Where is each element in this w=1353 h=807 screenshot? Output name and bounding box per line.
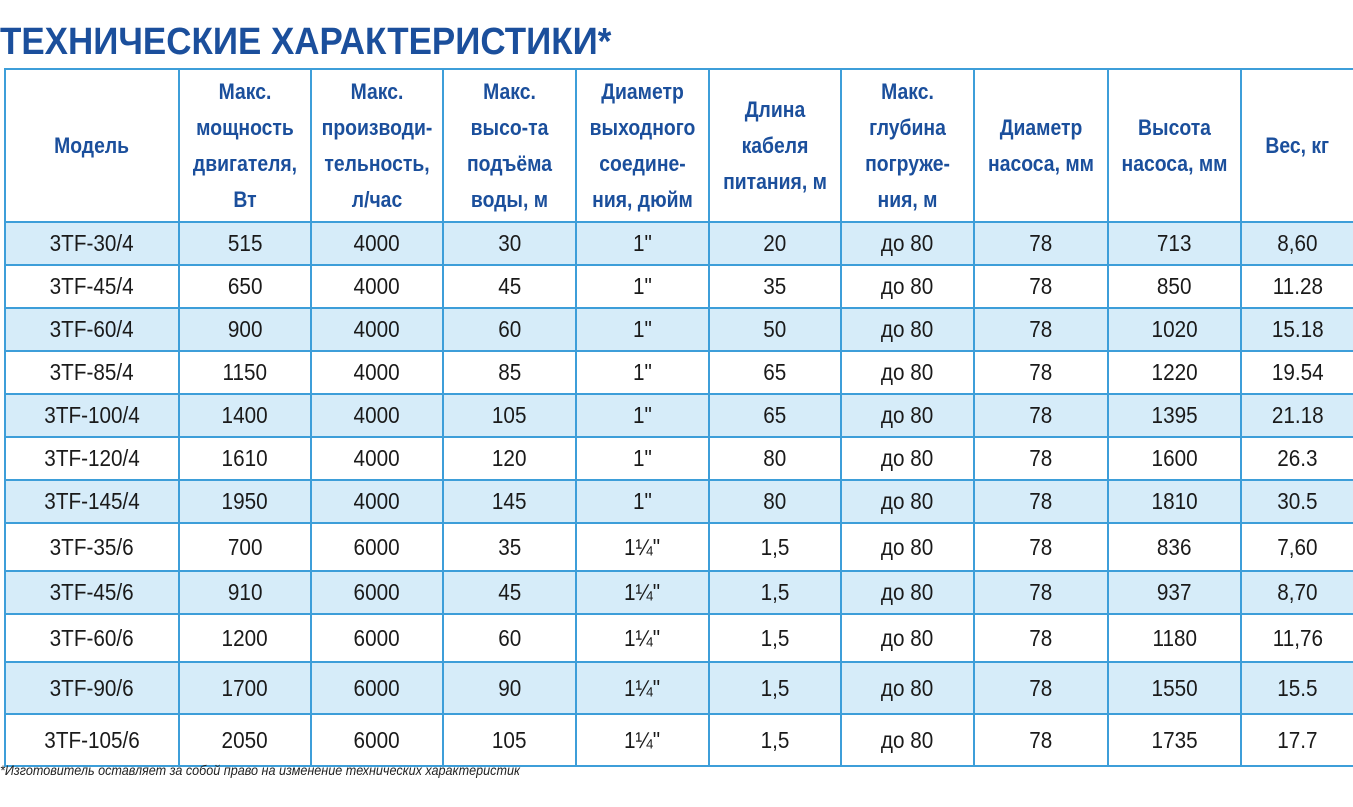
cell-value: 78	[1029, 533, 1053, 560]
cell-value: 3TF-120/4	[44, 445, 140, 471]
cell-value: 78	[1029, 402, 1053, 428]
header-row	[5, 69, 1353, 222]
cell-value: 3TF-145/4	[44, 488, 140, 514]
table-row	[5, 480, 1353, 523]
cell-value: 78	[1029, 273, 1053, 299]
column-header-label: Диаметр насоса, мм	[988, 114, 1094, 176]
cell-value: 21.18	[1271, 402, 1324, 428]
table-cell	[311, 662, 443, 714]
cell-value: 78	[1029, 359, 1053, 385]
table-cell	[5, 351, 179, 394]
cell-value: 1¼"	[624, 726, 661, 753]
table-cell	[179, 662, 311, 714]
table-cell	[576, 714, 709, 766]
table-cell	[443, 437, 576, 480]
table-cell	[5, 714, 179, 766]
cell-value: до 80	[881, 726, 934, 753]
cell-value: 35	[763, 273, 787, 299]
cell-value: 1,5	[760, 726, 790, 753]
table-cell	[179, 222, 311, 265]
table-cell	[1241, 480, 1353, 523]
table-cell	[576, 437, 709, 480]
cell-value: до 80	[881, 273, 934, 299]
table-cell	[974, 571, 1108, 614]
table-row	[5, 351, 1353, 394]
table-cell	[709, 437, 841, 480]
cell-value: 910	[227, 579, 263, 605]
cell-value: 2050	[221, 726, 269, 753]
column-header-label: Длина кабеля питания, м	[723, 96, 827, 194]
table-cell	[5, 523, 179, 571]
cell-value: 6000	[353, 624, 401, 651]
column-header	[1108, 69, 1241, 222]
cell-value: 3TF-105/6	[44, 726, 140, 753]
column-header-label: Макс. глубина погруже-ния, м	[865, 78, 950, 212]
cell-value: 8,60	[1277, 230, 1318, 256]
table-cell	[179, 437, 311, 480]
cell-value: 45	[497, 273, 522, 299]
column-header	[709, 69, 841, 222]
table-cell	[841, 222, 974, 265]
cell-value: 50	[763, 316, 787, 342]
cell-value: 30.5	[1277, 488, 1318, 514]
table-cell	[311, 437, 443, 480]
table-cell	[179, 571, 311, 614]
cell-value: 1,5	[760, 533, 790, 560]
cell-value: 78	[1029, 488, 1053, 514]
table-cell	[1108, 662, 1241, 714]
table-cell	[709, 351, 841, 394]
column-header-label: Макс. мощность двигателя, Вт	[192, 78, 298, 212]
table-cell	[576, 308, 709, 351]
table-cell	[576, 394, 709, 437]
cell-value: 1220	[1151, 359, 1198, 385]
cell-value: 15.18	[1271, 316, 1324, 342]
table-cell	[974, 265, 1108, 308]
table-cell	[974, 308, 1108, 351]
cell-value: 1395	[1151, 402, 1198, 428]
cell-value: 65	[763, 402, 787, 428]
cell-value: 3TF-45/6	[49, 579, 134, 605]
column-header	[443, 69, 576, 222]
cell-value: 78	[1029, 726, 1053, 753]
table-cell	[1108, 222, 1241, 265]
table-cell	[443, 394, 576, 437]
column-header-label: Вес, кг	[1265, 132, 1330, 158]
cell-value: 1150	[222, 359, 268, 385]
cell-value: 6000	[353, 726, 401, 753]
table-cell	[443, 222, 576, 265]
cell-value: 105	[492, 726, 527, 753]
table-cell	[841, 351, 974, 394]
column-header-label: Макс. высо-та подъёма воды, м	[466, 78, 553, 212]
cell-value: 6000	[353, 533, 401, 560]
table-cell	[311, 614, 443, 662]
table-cell	[1108, 265, 1241, 308]
table-cell	[709, 480, 841, 523]
cell-value: 1950	[221, 488, 269, 514]
table-cell	[311, 265, 443, 308]
cell-value: 20	[763, 230, 787, 256]
cell-value: 1,5	[760, 579, 790, 605]
table-row	[5, 614, 1353, 662]
table-cell	[311, 480, 443, 523]
cell-value: 1"	[633, 316, 652, 342]
table-cell	[974, 437, 1108, 480]
table-cell	[974, 662, 1108, 714]
column-header	[974, 69, 1108, 222]
table-cell	[841, 614, 974, 662]
table-cell	[576, 480, 709, 523]
cell-value: 650	[227, 273, 263, 299]
cell-value: 713	[1157, 230, 1192, 256]
table-cell	[179, 308, 311, 351]
cell-value: 1735	[1151, 726, 1198, 753]
cell-value: до 80	[881, 402, 934, 428]
cell-value: 1¼"	[624, 579, 661, 605]
table-cell	[5, 437, 179, 480]
table-cell	[5, 571, 179, 614]
table-row	[5, 523, 1353, 571]
page-title: ТЕХНИЧЕСКИЕ ХАРАКТЕРИСТИКИ*	[0, 21, 612, 63]
table-cell	[5, 614, 179, 662]
cell-value: 19.54	[1271, 359, 1324, 385]
cell-value: 836	[1157, 533, 1192, 560]
cell-value: 90	[497, 674, 522, 701]
table-cell	[179, 614, 311, 662]
cell-value: 120	[492, 445, 527, 471]
table-cell	[576, 222, 709, 265]
table-row	[5, 662, 1353, 714]
cell-value: до 80	[881, 316, 934, 342]
cell-value: 30	[497, 230, 522, 256]
table-cell	[841, 480, 974, 523]
cell-value: 1600	[1151, 445, 1198, 471]
cell-value: 80	[763, 488, 787, 514]
cell-value: 1550	[1151, 674, 1198, 701]
cell-value: 35	[497, 533, 522, 560]
table-cell	[311, 571, 443, 614]
table-cell	[1108, 571, 1241, 614]
cell-value: 4000	[353, 230, 401, 256]
cell-value: 4000	[353, 273, 401, 299]
cell-value: 3TF-30/4	[49, 230, 134, 256]
table-cell	[443, 571, 576, 614]
column-header	[841, 69, 974, 222]
table-cell	[841, 394, 974, 437]
cell-value: 45	[497, 579, 522, 605]
table-row	[5, 714, 1353, 766]
table-cell	[443, 308, 576, 351]
table-cell	[5, 265, 179, 308]
table-row	[5, 308, 1353, 351]
cell-value: 6000	[353, 674, 401, 701]
table-cell	[5, 308, 179, 351]
cell-value: 1,5	[760, 674, 790, 701]
table-cell	[443, 614, 576, 662]
cell-value: 4000	[353, 402, 401, 428]
cell-value: 11.28	[1272, 273, 1323, 299]
cell-value: 1"	[633, 445, 652, 471]
cell-value: до 80	[881, 359, 934, 385]
table-cell	[709, 222, 841, 265]
cell-value: 1"	[633, 230, 652, 256]
table-cell	[709, 523, 841, 571]
table-cell	[1241, 662, 1353, 714]
cell-value: 3TF-45/4	[49, 273, 134, 299]
table-cell	[179, 265, 311, 308]
cell-value: 7,60	[1277, 533, 1318, 560]
table-cell	[1108, 714, 1241, 766]
table-cell	[841, 571, 974, 614]
column-header	[576, 69, 709, 222]
cell-value: до 80	[881, 579, 934, 605]
cell-value: 850	[1157, 273, 1192, 299]
cell-value: до 80	[881, 488, 934, 514]
cell-value: 11,76	[1272, 624, 1323, 651]
table-cell	[311, 308, 443, 351]
table-cell	[709, 394, 841, 437]
table-cell	[443, 265, 576, 308]
table-cell	[974, 222, 1108, 265]
table-cell	[311, 222, 443, 265]
table-cell	[1108, 480, 1241, 523]
cell-value: 1700	[221, 674, 269, 701]
cell-value: 1"	[633, 359, 652, 385]
cell-value: 3TF-60/6	[49, 624, 134, 651]
cell-value: 515	[227, 230, 263, 256]
cell-value: 1180	[1152, 624, 1197, 651]
table-cell	[576, 571, 709, 614]
table-row	[5, 437, 1353, 480]
column-header	[179, 69, 311, 222]
cell-value: 4000	[353, 359, 401, 385]
table-cell	[1108, 308, 1241, 351]
table-cell	[974, 351, 1108, 394]
table-cell	[5, 662, 179, 714]
spec-table	[4, 68, 1353, 767]
table-cell	[974, 714, 1108, 766]
cell-value: 78	[1029, 230, 1053, 256]
cell-value: 1610	[221, 445, 269, 471]
cell-value: 1810	[1151, 488, 1198, 514]
cell-value: 1"	[633, 273, 652, 299]
table-cell	[974, 523, 1108, 571]
table-cell	[841, 308, 974, 351]
table-body	[5, 222, 1353, 766]
cell-value: 26.3	[1277, 445, 1318, 471]
table-cell	[841, 662, 974, 714]
cell-value: 78	[1029, 316, 1053, 342]
table-row	[5, 571, 1353, 614]
table-cell	[1108, 437, 1241, 480]
cell-value: 3TF-60/4	[49, 316, 134, 342]
cell-value: 1¼"	[624, 533, 661, 560]
table-cell	[576, 523, 709, 571]
table-cell	[1241, 614, 1353, 662]
cell-value: 78	[1029, 674, 1053, 701]
column-header-label: Макс. производи-тельность, л/час	[321, 78, 433, 212]
table-row	[5, 394, 1353, 437]
column-header-label: Модель	[54, 132, 130, 158]
table-cell	[709, 308, 841, 351]
table-cell	[1241, 714, 1353, 766]
cell-value: 65	[763, 359, 787, 385]
table-cell	[576, 662, 709, 714]
table-cell	[311, 714, 443, 766]
cell-value: 78	[1029, 579, 1053, 605]
cell-value: 4000	[353, 445, 401, 471]
table-cell	[5, 480, 179, 523]
cell-value: 85	[497, 359, 522, 385]
cell-value: до 80	[881, 624, 934, 651]
table-cell	[179, 714, 311, 766]
table-cell	[841, 265, 974, 308]
column-header-label: Высота насоса, мм	[1121, 114, 1228, 176]
cell-value: до 80	[881, 533, 934, 560]
cell-value: 1400	[221, 402, 269, 428]
column-header-label: Диаметр выходного соедине-ния, дюйм	[589, 78, 696, 212]
table-cell	[1241, 437, 1353, 480]
column-header	[1241, 69, 1353, 222]
table-cell	[179, 480, 311, 523]
table-cell	[1108, 351, 1241, 394]
cell-value: 700	[227, 533, 263, 560]
table-cell	[709, 662, 841, 714]
table-cell	[841, 714, 974, 766]
cell-value: 105	[492, 402, 527, 428]
table-cell	[1241, 351, 1353, 394]
table-cell	[311, 523, 443, 571]
table-cell	[1108, 394, 1241, 437]
table-cell	[443, 480, 576, 523]
table-cell	[443, 351, 576, 394]
table-cell	[576, 614, 709, 662]
cell-value: 8,70	[1277, 579, 1318, 605]
table-cell	[311, 394, 443, 437]
table-cell	[841, 437, 974, 480]
cell-value: до 80	[881, 445, 934, 471]
table-cell	[1241, 523, 1353, 571]
table-cell	[1241, 222, 1353, 265]
cell-value: 17.7	[1277, 726, 1318, 753]
table-cell	[443, 523, 576, 571]
table-cell	[576, 351, 709, 394]
column-header	[311, 69, 443, 222]
table-cell	[1108, 523, 1241, 571]
column-header	[5, 69, 179, 222]
table-header	[5, 69, 1353, 222]
table-row	[5, 222, 1353, 265]
cell-value: 1,5	[760, 624, 790, 651]
table-cell	[709, 714, 841, 766]
cell-value: 6000	[353, 579, 401, 605]
cell-value: 4000	[353, 316, 401, 342]
cell-value: до 80	[881, 674, 934, 701]
table-cell	[1108, 614, 1241, 662]
cell-value: 60	[497, 624, 522, 651]
cell-value: 3TF-100/4	[44, 402, 140, 428]
table-cell	[974, 480, 1108, 523]
table-cell	[709, 614, 841, 662]
cell-value: 15.5	[1277, 674, 1318, 701]
cell-value: 1"	[633, 402, 652, 428]
cell-value: 3TF-35/6	[49, 533, 134, 560]
cell-value: 3TF-85/4	[49, 359, 134, 385]
table-cell	[179, 394, 311, 437]
cell-value: 1020	[1151, 316, 1198, 342]
table-cell	[179, 523, 311, 571]
cell-value: 900	[227, 316, 263, 342]
cell-value: 1"	[633, 488, 652, 514]
table-cell	[841, 523, 974, 571]
table-cell	[311, 351, 443, 394]
table-cell	[443, 714, 576, 766]
cell-value: 3TF-90/6	[49, 674, 134, 701]
table-cell	[974, 614, 1108, 662]
cell-value: 1¼"	[624, 624, 661, 651]
table-cell	[709, 265, 841, 308]
table-row	[5, 265, 1353, 308]
table-cell	[576, 265, 709, 308]
cell-value: 78	[1029, 624, 1053, 651]
table-cell	[179, 351, 311, 394]
cell-value: 145	[492, 488, 527, 514]
table-cell	[1241, 265, 1353, 308]
cell-value: 937	[1157, 579, 1192, 605]
table-cell	[1241, 394, 1353, 437]
cell-value: 60	[497, 316, 522, 342]
cell-value: до 80	[881, 230, 934, 256]
cell-value: 1200	[221, 624, 269, 651]
cell-value: 1¼"	[624, 674, 661, 701]
table-cell	[1241, 571, 1353, 614]
cell-value: 80	[763, 445, 787, 471]
cell-value: 4000	[353, 488, 401, 514]
table-cell	[5, 222, 179, 265]
table-cell	[5, 394, 179, 437]
cell-value: 78	[1029, 445, 1053, 471]
table-cell	[1241, 308, 1353, 351]
table-cell	[443, 662, 576, 714]
footnote: *Изготовитель оставляет за собой право на изменение технических характеристик	[0, 762, 520, 778]
table-cell	[974, 394, 1108, 437]
table-cell	[709, 571, 841, 614]
